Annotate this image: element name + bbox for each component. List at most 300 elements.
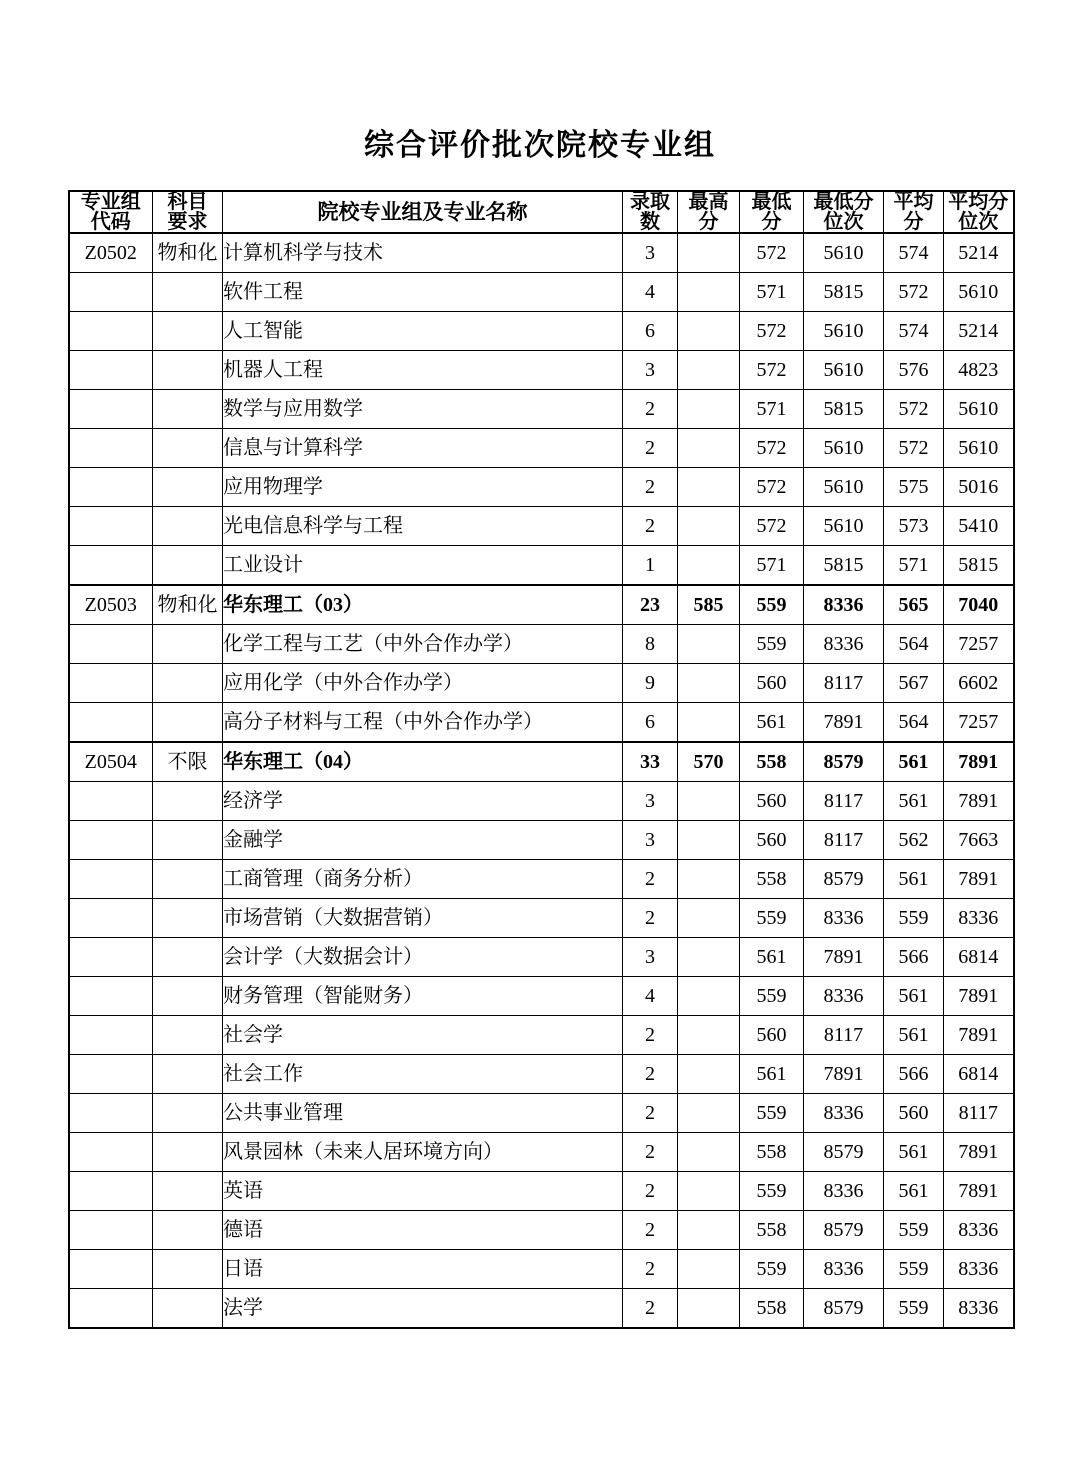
table-row xyxy=(69,233,1014,273)
cell-group-code xyxy=(69,860,153,899)
table-header xyxy=(69,191,1014,233)
cell-highest-score xyxy=(678,860,740,899)
admission-score-table xyxy=(68,190,1015,1329)
cell-average-score: 574 xyxy=(884,233,944,273)
cell-group-code xyxy=(69,899,153,938)
cell-average-rank: 4823 xyxy=(944,351,1014,390)
cell-major-name: 华东理工（04） xyxy=(223,742,623,782)
cell-admitted-count: 2 xyxy=(623,1133,678,1172)
score-table-container xyxy=(68,190,1013,1329)
cell-lowest-score: 572 xyxy=(740,312,804,351)
cell-average-rank: 5610 xyxy=(944,273,1014,312)
table-row xyxy=(69,1289,1014,1329)
cell-average-rank: 7257 xyxy=(944,703,1014,743)
cell-average-score: 564 xyxy=(884,703,944,743)
cell-average-score: 564 xyxy=(884,625,944,664)
cell-group-code xyxy=(69,390,153,429)
cell-average-rank: 6814 xyxy=(944,1055,1014,1094)
column-header-admitted-count-line2: 数 xyxy=(640,211,660,233)
cell-subject-requirement xyxy=(153,938,223,977)
cell-admitted-count: 6 xyxy=(623,703,678,743)
cell-highest-score xyxy=(678,507,740,546)
table-row xyxy=(69,1016,1014,1055)
cell-subject-requirement xyxy=(153,273,223,312)
cell-group-code xyxy=(69,312,153,351)
cell-lowest-score: 560 xyxy=(740,821,804,860)
cell-lowest-score: 559 xyxy=(740,1250,804,1289)
table-row xyxy=(69,312,1014,351)
cell-group-code: Z0503 xyxy=(69,585,153,625)
table-row xyxy=(69,468,1014,507)
cell-group-code xyxy=(69,821,153,860)
cell-average-score: 575 xyxy=(884,468,944,507)
cell-admitted-count: 3 xyxy=(623,782,678,821)
cell-group-code xyxy=(69,625,153,664)
column-header-lowest-score xyxy=(740,191,804,233)
cell-average-score: 561 xyxy=(884,1172,944,1211)
cell-major-name: 法学 xyxy=(223,1289,623,1329)
cell-average-score: 574 xyxy=(884,312,944,351)
table-row xyxy=(69,977,1014,1016)
cell-highest-score xyxy=(678,664,740,703)
cell-admitted-count: 2 xyxy=(623,429,678,468)
cell-lowest-score: 559 xyxy=(740,585,804,625)
cell-major-name: 金融学 xyxy=(223,821,623,860)
cell-subject-requirement xyxy=(153,860,223,899)
cell-average-score: 560 xyxy=(884,1094,944,1133)
cell-highest-score xyxy=(678,938,740,977)
cell-lowest-rank: 5815 xyxy=(804,546,884,586)
cell-average-score: 561 xyxy=(884,1133,944,1172)
cell-highest-score xyxy=(678,390,740,429)
column-header-highest-score-line1: 最高 xyxy=(688,191,729,213)
cell-lowest-rank: 8336 xyxy=(804,1172,884,1211)
cell-lowest-rank: 8579 xyxy=(804,1289,884,1329)
cell-subject-requirement xyxy=(153,1172,223,1211)
cell-group-code xyxy=(69,429,153,468)
cell-average-rank: 8336 xyxy=(944,1250,1014,1289)
cell-lowest-score: 558 xyxy=(740,860,804,899)
cell-average-rank: 5214 xyxy=(944,312,1014,351)
column-header-average-score-line2: 分 xyxy=(903,211,924,233)
cell-highest-score xyxy=(678,782,740,821)
cell-average-score: 561 xyxy=(884,782,944,821)
cell-admitted-count: 2 xyxy=(623,1211,678,1250)
cell-highest-score xyxy=(678,273,740,312)
cell-group-code xyxy=(69,1016,153,1055)
cell-major-name: 光电信息科学与工程 xyxy=(223,507,623,546)
cell-group-code xyxy=(69,1094,153,1133)
column-header-average-rank-line1: 平均分 xyxy=(948,191,1009,213)
column-header-subject-requirement-line1: 科目 xyxy=(167,191,208,213)
cell-average-score: 559 xyxy=(884,1289,944,1329)
cell-average-score: 559 xyxy=(884,1250,944,1289)
cell-highest-score xyxy=(678,1016,740,1055)
cell-highest-score xyxy=(678,233,740,273)
column-header-admitted-count xyxy=(623,191,678,233)
column-header-group-code-line1: 专业组 xyxy=(80,191,141,213)
cell-highest-score xyxy=(678,703,740,743)
table-row xyxy=(69,1211,1014,1250)
cell-subject-requirement: 不限 xyxy=(153,742,223,782)
cell-lowest-score: 559 xyxy=(740,1094,804,1133)
cell-subject-requirement: 物和化 xyxy=(153,585,223,625)
table-row xyxy=(69,625,1014,664)
cell-subject-requirement xyxy=(153,899,223,938)
cell-major-name: 会计学（大数据会计） xyxy=(223,938,623,977)
cell-lowest-rank: 8117 xyxy=(804,664,884,703)
cell-average-rank: 5410 xyxy=(944,507,1014,546)
cell-highest-score xyxy=(678,546,740,586)
cell-subject-requirement xyxy=(153,546,223,586)
cell-major-name: 财务管理（智能财务） xyxy=(223,977,623,1016)
table-row xyxy=(69,821,1014,860)
cell-admitted-count: 2 xyxy=(623,1289,678,1329)
table-row xyxy=(69,742,1014,782)
cell-major-name: 化学工程与工艺（中外合作办学） xyxy=(223,625,623,664)
table-row xyxy=(69,1055,1014,1094)
table-row xyxy=(69,585,1014,625)
cell-lowest-score: 561 xyxy=(740,938,804,977)
cell-subject-requirement xyxy=(153,782,223,821)
cell-lowest-score: 571 xyxy=(740,390,804,429)
table-row xyxy=(69,703,1014,743)
cell-lowest-score: 558 xyxy=(740,1289,804,1329)
cell-major-name: 华东理工（03） xyxy=(223,585,623,625)
cell-highest-score xyxy=(678,625,740,664)
cell-lowest-rank: 8336 xyxy=(804,899,884,938)
cell-lowest-score: 559 xyxy=(740,977,804,1016)
cell-lowest-rank: 5610 xyxy=(804,429,884,468)
cell-admitted-count: 2 xyxy=(623,468,678,507)
cell-group-code xyxy=(69,546,153,586)
cell-group-code xyxy=(69,782,153,821)
cell-highest-score xyxy=(678,351,740,390)
cell-average-score: 571 xyxy=(884,546,944,586)
cell-group-code xyxy=(69,1289,153,1329)
column-header-lowest-rank-line1: 最低分 xyxy=(813,191,874,213)
cell-lowest-rank: 7891 xyxy=(804,1055,884,1094)
cell-average-score: 573 xyxy=(884,507,944,546)
cell-average-rank: 5610 xyxy=(944,429,1014,468)
cell-lowest-score: 571 xyxy=(740,273,804,312)
table-row xyxy=(69,1133,1014,1172)
column-header-highest-score xyxy=(678,191,740,233)
table-row xyxy=(69,938,1014,977)
cell-admitted-count: 33 xyxy=(623,742,678,782)
table-row xyxy=(69,1094,1014,1133)
cell-lowest-rank: 8117 xyxy=(804,782,884,821)
cell-admitted-count: 2 xyxy=(623,1094,678,1133)
cell-average-rank: 5815 xyxy=(944,546,1014,586)
cell-admitted-count: 4 xyxy=(623,977,678,1016)
cell-lowest-rank: 5610 xyxy=(804,468,884,507)
cell-major-name: 计算机科学与技术 xyxy=(223,233,623,273)
column-header-lowest-rank-line2: 位次 xyxy=(823,211,864,233)
cell-group-code xyxy=(69,703,153,743)
cell-average-score: 561 xyxy=(884,860,944,899)
cell-lowest-score: 571 xyxy=(740,546,804,586)
column-header-average-score-line1: 平均 xyxy=(893,191,934,213)
cell-group-code xyxy=(69,1211,153,1250)
cell-lowest-score: 558 xyxy=(740,742,804,782)
cell-major-name: 风景园林（未来人居环境方向） xyxy=(223,1133,623,1172)
cell-average-score: 561 xyxy=(884,977,944,1016)
cell-group-code xyxy=(69,468,153,507)
cell-major-name: 应用化学（中外合作办学） xyxy=(223,664,623,703)
cell-lowest-rank: 8579 xyxy=(804,742,884,782)
table-row xyxy=(69,782,1014,821)
cell-admitted-count: 1 xyxy=(623,546,678,586)
column-header-lowest-rank xyxy=(804,191,884,233)
cell-lowest-rank: 5610 xyxy=(804,351,884,390)
cell-highest-score xyxy=(678,1133,740,1172)
cell-group-code xyxy=(69,1172,153,1211)
cell-admitted-count: 2 xyxy=(623,860,678,899)
cell-average-rank: 7891 xyxy=(944,860,1014,899)
cell-average-rank: 8336 xyxy=(944,1289,1014,1329)
column-header-subject-requirement xyxy=(153,191,223,233)
column-header-group-code xyxy=(69,191,153,233)
cell-lowest-score: 559 xyxy=(740,899,804,938)
cell-subject-requirement xyxy=(153,625,223,664)
cell-admitted-count: 2 xyxy=(623,1172,678,1211)
cell-average-rank: 5610 xyxy=(944,390,1014,429)
cell-admitted-count: 9 xyxy=(623,664,678,703)
cell-average-score: 566 xyxy=(884,938,944,977)
cell-lowest-rank: 8579 xyxy=(804,1211,884,1250)
column-header-average-rank xyxy=(944,191,1014,233)
cell-major-name: 高分子材料与工程（中外合作办学） xyxy=(223,703,623,743)
cell-lowest-score: 560 xyxy=(740,782,804,821)
cell-lowest-rank: 8336 xyxy=(804,977,884,1016)
cell-group-code xyxy=(69,273,153,312)
cell-average-rank: 7891 xyxy=(944,1133,1014,1172)
cell-highest-score xyxy=(678,977,740,1016)
table-row xyxy=(69,546,1014,586)
cell-group-code xyxy=(69,1250,153,1289)
cell-admitted-count: 6 xyxy=(623,312,678,351)
cell-group-code xyxy=(69,351,153,390)
column-header-average-rank-line2: 位次 xyxy=(958,211,999,233)
cell-admitted-count: 2 xyxy=(623,507,678,546)
cell-average-rank: 7040 xyxy=(944,585,1014,625)
cell-major-name: 信息与计算科学 xyxy=(223,429,623,468)
cell-average-rank: 7891 xyxy=(944,742,1014,782)
cell-average-rank: 7891 xyxy=(944,1172,1014,1211)
table-row xyxy=(69,860,1014,899)
cell-major-name: 人工智能 xyxy=(223,312,623,351)
cell-subject-requirement xyxy=(153,821,223,860)
cell-highest-score xyxy=(678,1211,740,1250)
cell-admitted-count: 2 xyxy=(623,1055,678,1094)
cell-average-score: 572 xyxy=(884,273,944,312)
cell-average-rank: 7663 xyxy=(944,821,1014,860)
cell-average-rank: 8117 xyxy=(944,1094,1014,1133)
cell-group-code xyxy=(69,977,153,1016)
column-header-subject-requirement-line2: 要求 xyxy=(167,211,208,233)
cell-major-name: 应用物理学 xyxy=(223,468,623,507)
cell-major-name: 软件工程 xyxy=(223,273,623,312)
cell-average-score: 561 xyxy=(884,742,944,782)
table-row xyxy=(69,1250,1014,1289)
table-row xyxy=(69,1172,1014,1211)
cell-lowest-rank: 8117 xyxy=(804,821,884,860)
cell-lowest-rank: 8336 xyxy=(804,585,884,625)
table-row xyxy=(69,390,1014,429)
cell-lowest-rank: 8336 xyxy=(804,625,884,664)
cell-major-name: 工业设计 xyxy=(223,546,623,586)
cell-lowest-rank: 8336 xyxy=(804,1250,884,1289)
table-row xyxy=(69,664,1014,703)
column-header-major-name: 院校专业组及专业名称 xyxy=(223,191,623,233)
cell-major-name: 日语 xyxy=(223,1250,623,1289)
table-body xyxy=(69,233,1014,1328)
cell-average-score: 559 xyxy=(884,1211,944,1250)
cell-lowest-rank: 5610 xyxy=(804,233,884,273)
cell-subject-requirement xyxy=(153,1055,223,1094)
cell-subject-requirement xyxy=(153,1016,223,1055)
cell-lowest-score: 572 xyxy=(740,507,804,546)
cell-highest-score xyxy=(678,899,740,938)
cell-admitted-count: 8 xyxy=(623,625,678,664)
column-header-admitted-count-line1: 录取 xyxy=(630,191,670,213)
cell-subject-requirement xyxy=(153,312,223,351)
cell-average-rank: 7257 xyxy=(944,625,1014,664)
cell-average-score: 562 xyxy=(884,821,944,860)
cell-lowest-score: 561 xyxy=(740,1055,804,1094)
cell-average-rank: 6602 xyxy=(944,664,1014,703)
cell-admitted-count: 4 xyxy=(623,273,678,312)
column-header-average-score xyxy=(884,191,944,233)
cell-major-name: 数学与应用数学 xyxy=(223,390,623,429)
cell-highest-score xyxy=(678,1289,740,1329)
cell-average-rank: 5016 xyxy=(944,468,1014,507)
cell-average-score: 566 xyxy=(884,1055,944,1094)
cell-admitted-count: 3 xyxy=(623,821,678,860)
cell-highest-score xyxy=(678,429,740,468)
cell-highest-score xyxy=(678,1055,740,1094)
cell-highest-score xyxy=(678,821,740,860)
cell-average-rank: 5214 xyxy=(944,233,1014,273)
cell-major-name: 经济学 xyxy=(223,782,623,821)
cell-lowest-score: 572 xyxy=(740,429,804,468)
cell-subject-requirement xyxy=(153,1094,223,1133)
cell-major-name: 公共事业管理 xyxy=(223,1094,623,1133)
document-page xyxy=(0,120,1080,1457)
cell-lowest-rank: 8117 xyxy=(804,1016,884,1055)
cell-admitted-count: 3 xyxy=(623,233,678,273)
cell-subject-requirement xyxy=(153,1289,223,1329)
cell-subject-requirement xyxy=(153,468,223,507)
cell-lowest-rank: 5815 xyxy=(804,273,884,312)
cell-subject-requirement: 物和化 xyxy=(153,233,223,273)
cell-admitted-count: 2 xyxy=(623,899,678,938)
cell-lowest-rank: 5610 xyxy=(804,507,884,546)
cell-admitted-count: 3 xyxy=(623,351,678,390)
cell-subject-requirement xyxy=(153,703,223,743)
cell-highest-score xyxy=(678,1094,740,1133)
cell-average-rank: 7891 xyxy=(944,782,1014,821)
column-header-group-code-line2: 代码 xyxy=(90,211,131,233)
cell-lowest-score: 559 xyxy=(740,1172,804,1211)
cell-average-score: 572 xyxy=(884,390,944,429)
cell-admitted-count: 2 xyxy=(623,1250,678,1289)
cell-subject-requirement xyxy=(153,429,223,468)
cell-average-rank: 7891 xyxy=(944,1016,1014,1055)
cell-subject-requirement xyxy=(153,351,223,390)
cell-lowest-score: 559 xyxy=(740,625,804,664)
cell-major-name: 社会学 xyxy=(223,1016,623,1055)
cell-major-name: 英语 xyxy=(223,1172,623,1211)
cell-lowest-score: 561 xyxy=(740,703,804,743)
column-header-highest-score-line2: 分 xyxy=(698,211,719,233)
cell-average-score: 572 xyxy=(884,429,944,468)
cell-lowest-rank: 8336 xyxy=(804,1094,884,1133)
cell-lowest-rank: 5610 xyxy=(804,312,884,351)
cell-group-code xyxy=(69,938,153,977)
cell-lowest-rank: 5815 xyxy=(804,390,884,429)
cell-highest-score xyxy=(678,468,740,507)
cell-average-rank: 8336 xyxy=(944,899,1014,938)
cell-average-score: 567 xyxy=(884,664,944,703)
table-row xyxy=(69,507,1014,546)
cell-major-name: 市场营销（大数据营销） xyxy=(223,899,623,938)
table-header-row xyxy=(69,191,1014,233)
table-row xyxy=(69,429,1014,468)
cell-average-score: 561 xyxy=(884,1016,944,1055)
cell-lowest-score: 558 xyxy=(740,1133,804,1172)
cell-admitted-count: 3 xyxy=(623,938,678,977)
column-header-lowest-score-line2: 分 xyxy=(761,211,782,233)
cell-lowest-rank: 8579 xyxy=(804,1133,884,1172)
cell-highest-score xyxy=(678,1172,740,1211)
column-header-lowest-score-line1: 最低 xyxy=(751,191,792,213)
cell-lowest-score: 572 xyxy=(740,233,804,273)
table-row xyxy=(69,351,1014,390)
cell-subject-requirement xyxy=(153,1133,223,1172)
cell-admitted-count: 2 xyxy=(623,1016,678,1055)
cell-subject-requirement xyxy=(153,664,223,703)
cell-lowest-score: 560 xyxy=(740,1016,804,1055)
cell-lowest-rank: 7891 xyxy=(804,938,884,977)
cell-subject-requirement xyxy=(153,1250,223,1289)
cell-average-score: 576 xyxy=(884,351,944,390)
cell-subject-requirement xyxy=(153,507,223,546)
cell-subject-requirement xyxy=(153,977,223,1016)
cell-major-name: 机器人工程 xyxy=(223,351,623,390)
cell-highest-score: 570 xyxy=(678,742,740,782)
cell-highest-score xyxy=(678,1250,740,1289)
table-row xyxy=(69,273,1014,312)
cell-group-code xyxy=(69,664,153,703)
cell-highest-score xyxy=(678,312,740,351)
cell-group-code: Z0502 xyxy=(69,233,153,273)
cell-group-code: Z0504 xyxy=(69,742,153,782)
cell-major-name: 德语 xyxy=(223,1211,623,1250)
cell-group-code xyxy=(69,1055,153,1094)
cell-average-rank: 8336 xyxy=(944,1211,1014,1250)
cell-group-code xyxy=(69,507,153,546)
cell-lowest-score: 572 xyxy=(740,351,804,390)
cell-group-code xyxy=(69,1133,153,1172)
cell-average-score: 559 xyxy=(884,899,944,938)
cell-subject-requirement xyxy=(153,390,223,429)
cell-lowest-score: 560 xyxy=(740,664,804,703)
cell-major-name: 工商管理（商务分析） xyxy=(223,860,623,899)
cell-lowest-score: 572 xyxy=(740,468,804,507)
cell-highest-score: 585 xyxy=(678,585,740,625)
